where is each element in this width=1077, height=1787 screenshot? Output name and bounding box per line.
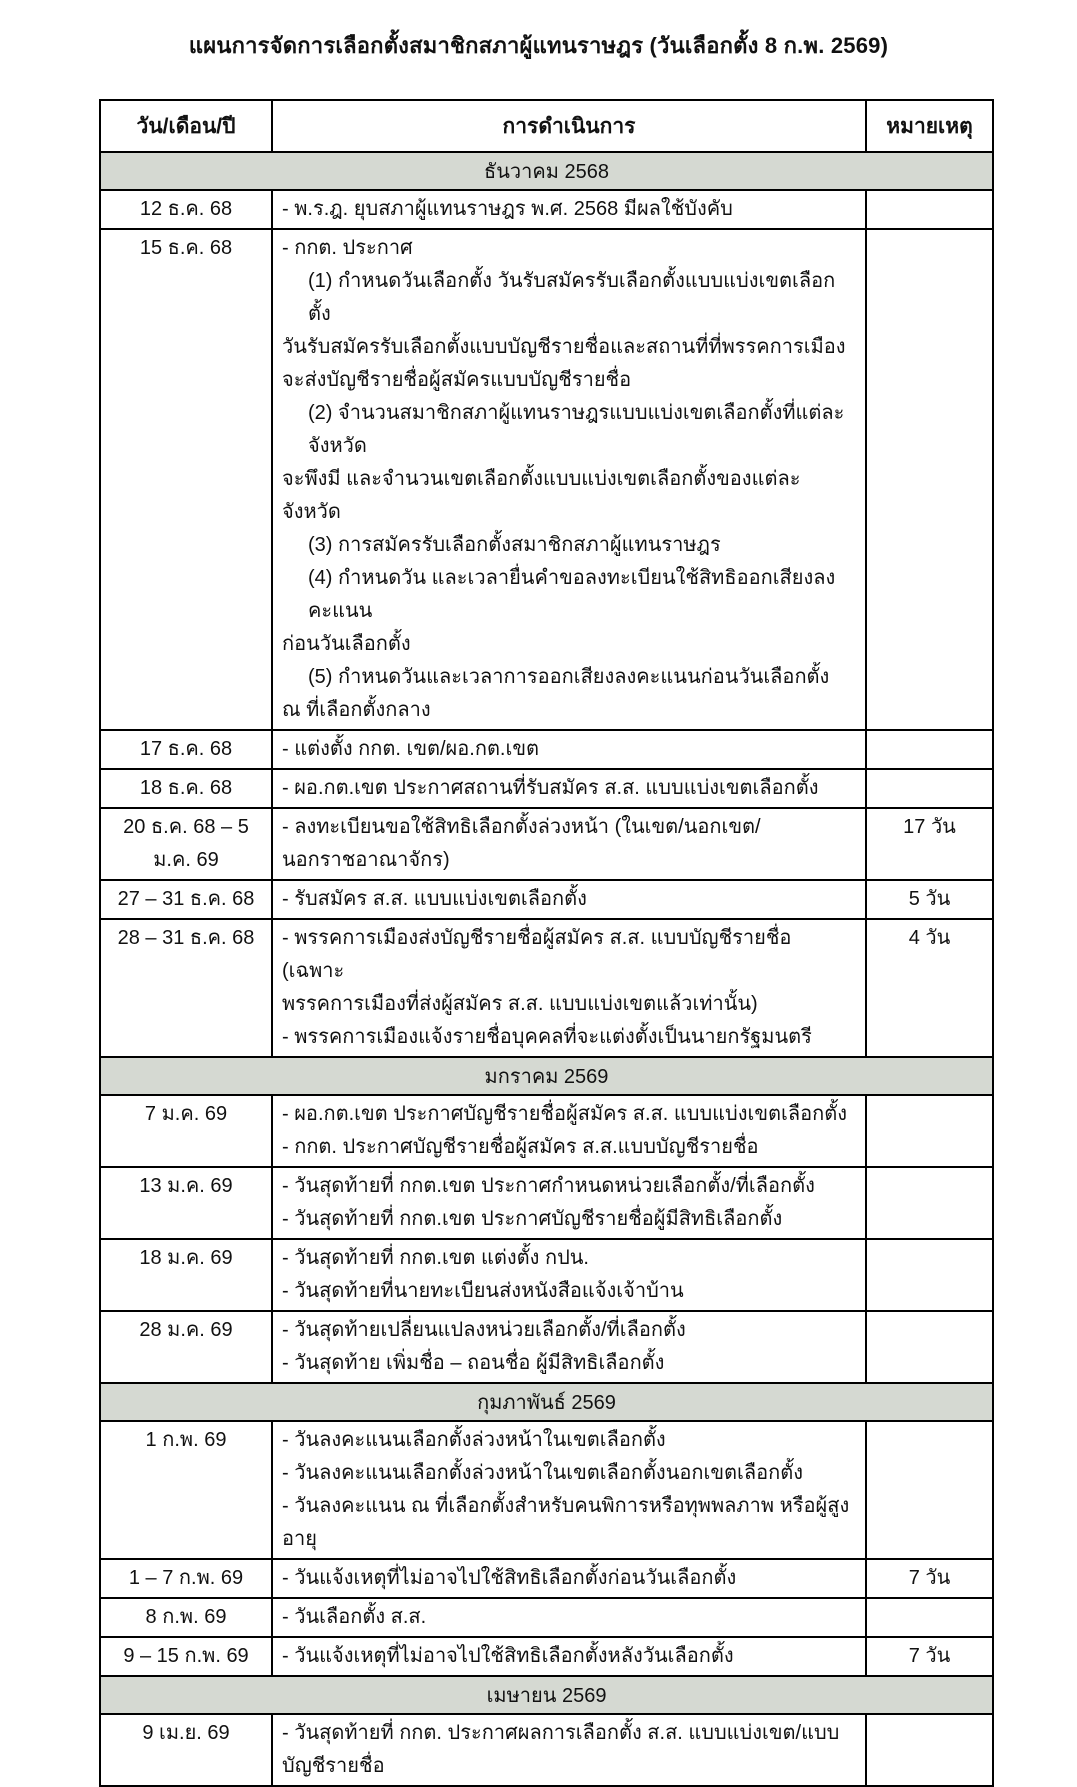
section-header-label: เมษายน 2569 xyxy=(100,1676,993,1714)
table-row xyxy=(100,808,993,880)
action-line: - ผอ.กต.เขต ประกาศสถานที่รับสมัคร ส.ส. แบบแบ่งเขตเลือกตั้ง xyxy=(282,777,819,799)
note-cell xyxy=(866,1598,993,1637)
header-date: วัน/เดือน/ปี xyxy=(100,100,272,152)
note-cell xyxy=(866,1311,993,1383)
action-line: ณ ที่เลือกตั้งกลาง xyxy=(282,699,431,721)
action-line: นอกราชอาณาจักร) xyxy=(282,849,450,871)
table-row xyxy=(100,1598,993,1637)
actions-cell xyxy=(272,880,866,919)
note-cell: 4 วัน xyxy=(866,919,993,1057)
note-cell: 17 วัน xyxy=(866,808,993,880)
actions-cell xyxy=(272,1714,866,1786)
action-line: - วันแจ้งเหตุที่ไม่อาจไปใช้สิทธิเลือกตั้งก่อนวันเลือกตั้ง xyxy=(282,1567,737,1589)
date-cell: 9 เม.ย. 69 xyxy=(100,1714,272,1786)
date-cell: 18 ม.ค. 69 xyxy=(100,1239,272,1311)
action-line: (2) จำนวนสมาชิกสภาผู้แทนราษฎรแบบแบ่งเขตเลือกตั้งที่แต่ละจังหวัด xyxy=(308,402,845,457)
action-line: - รับสมัคร ส.ส. แบบแบ่งเขตเลือกตั้ง xyxy=(282,888,587,910)
table-row xyxy=(100,1559,993,1598)
actions-cell xyxy=(272,1598,866,1637)
section-header-row xyxy=(100,1383,993,1421)
table-row xyxy=(100,1637,993,1676)
table-row xyxy=(100,1095,993,1167)
action-line: (4) กำหนดวัน และเวลายื่นคำขอลงทะเบียนใช้สิทธิออกเสียงลงคะแนน xyxy=(308,567,836,622)
action-line: จะส่งบัญชีรายชื่อผู้สมัครแบบบัญชีรายชื่อ xyxy=(282,369,632,391)
actions-cell xyxy=(272,229,866,730)
note-cell xyxy=(866,1239,993,1311)
actions-cell xyxy=(272,730,866,769)
actions-cell xyxy=(272,1311,866,1383)
action-line: วันรับสมัครรับเลือกตั้งแบบบัญชีรายชื่อและสถานที่ที่พรรคการเมือง xyxy=(282,336,846,358)
actions-cell xyxy=(272,1421,866,1559)
table-row xyxy=(100,880,993,919)
action-line: - กกต. ประกาศ xyxy=(282,237,413,259)
date-cell: 27 – 31 ธ.ค. 68 xyxy=(100,880,272,919)
date-cell: 28 – 31 ธ.ค. 68 xyxy=(100,919,272,1057)
table-row xyxy=(100,1239,993,1311)
note-cell: 7 วัน xyxy=(866,1559,993,1598)
date-cell: 9 – 15 ก.พ. 69 xyxy=(100,1637,272,1676)
table-row xyxy=(100,730,993,769)
action-line: (1) กำหนดวันเลือกตั้ง วันรับสมัครรับเลือกตั้งแบบแบ่งเขตเลือกตั้ง xyxy=(308,270,836,325)
action-line: - วันสุดท้ายที่ กกต. ประกาศผลการเลือกตั้ง ส.ส. แบบแบ่งเขต/แบบบัญชีรายชื่อ xyxy=(282,1722,840,1777)
note-cell: 7 วัน xyxy=(866,1637,993,1676)
section-header-row xyxy=(100,1676,993,1714)
table-row xyxy=(100,229,993,730)
action-line: - วันเลือกตั้ง ส.ส. xyxy=(282,1606,427,1628)
date-cell: 1 ก.พ. 69 xyxy=(100,1421,272,1559)
action-line: - วันสุดท้ายเปลี่ยนแปลงหน่วยเลือกตั้ง/ที่เลือกตั้ง xyxy=(282,1319,686,1341)
actions-cell xyxy=(272,808,866,880)
action-line: - วันลงคะแนนเลือกตั้งล่วงหน้าในเขตเลือกตั้ง xyxy=(282,1429,666,1451)
header-note: หมายเหตุ xyxy=(866,100,993,152)
action-line: - วันแจ้งเหตุที่ไม่อาจไปใช้สิทธิเลือกตั้งหลังวันเลือกตั้ง xyxy=(282,1645,734,1667)
action-line: (3) การสมัครรับเลือกตั้งสมาชิกสภาผู้แทนราษฎร xyxy=(308,534,721,556)
table-row xyxy=(100,1311,993,1383)
action-line: - พรรคการเมืองแจ้งรายชื่อบุคคลที่จะแต่งตั้งเป็นนายกรัฐมนตรี xyxy=(282,1026,812,1048)
actions-cell xyxy=(272,919,866,1057)
table-row xyxy=(100,190,993,229)
section-header-label: มกราคม 2569 xyxy=(100,1057,993,1095)
note-cell xyxy=(866,229,993,730)
table-row xyxy=(100,1421,993,1559)
action-line: พรรคการเมืองที่ส่งผู้สมัคร ส.ส. แบบแบ่งเขตแล้วเท่านั้น) xyxy=(282,993,758,1015)
actions-cell xyxy=(272,769,866,808)
election-schedule-table xyxy=(99,99,994,1787)
note-cell xyxy=(866,730,993,769)
action-line: - พรรคการเมืองส่งบัญชีรายชื่อผู้สมัคร ส.ส. แบบบัญชีรายชื่อ (เฉพาะ xyxy=(282,927,792,982)
section-header-label: กุมภาพันธ์ 2569 xyxy=(100,1383,993,1421)
action-line: - วันลงคะแนนเลือกตั้งล่วงหน้าในเขตเลือกตั้งนอกเขตเลือกตั้ง xyxy=(282,1462,803,1484)
section-header-label: ธันวาคม 2568 xyxy=(100,152,993,190)
table-row xyxy=(100,919,993,1057)
date-cell: 12 ธ.ค. 68 xyxy=(100,190,272,229)
actions-cell xyxy=(272,190,866,229)
date-cell: 18 ธ.ค. 68 xyxy=(100,769,272,808)
date-cell: 20 ธ.ค. 68 – 5 ม.ค. 69 xyxy=(100,808,272,880)
header-action: การดำเนินการ xyxy=(272,100,866,152)
date-cell: 1 – 7 ก.พ. 69 xyxy=(100,1559,272,1598)
date-cell: 8 ก.พ. 69 xyxy=(100,1598,272,1637)
action-line: ก่อนวันเลือกตั้ง xyxy=(282,633,411,655)
action-line: - ลงทะเบียนขอใช้สิทธิเลือกตั้งล่วงหน้า (ในเขต/นอกเขต/ xyxy=(282,816,761,838)
note-cell xyxy=(866,1167,993,1239)
section-header-row xyxy=(100,1057,993,1095)
action-line: - วันลงคะแนน ณ ที่เลือกตั้งสำหรับคนพิการหรือทุพพลภาพ หรือผู้สูงอายุ xyxy=(282,1495,850,1550)
action-line: - ผอ.กต.เขต ประกาศบัญชีรายชื่อผู้สมัคร ส.ส. แบบแบ่งเขตเลือกตั้ง xyxy=(282,1103,847,1125)
action-line: - วันสุดท้ายที่นายทะเบียนส่งหนังสือแจ้งเจ้าบ้าน xyxy=(282,1280,684,1302)
section-header-row xyxy=(100,152,993,190)
action-line: - แต่งตั้ง กกต. เขต/ผอ.กต.เขต xyxy=(282,738,539,760)
table-row xyxy=(100,769,993,808)
table-header-row xyxy=(100,100,993,152)
date-cell: 15 ธ.ค. 68 xyxy=(100,229,272,730)
page-title: แผนการจัดการเลือกตั้งสมาชิกสภาผู้แทนราษฎร (วันเลือกตั้ง 8 ก.พ. 2569) xyxy=(188,33,889,58)
action-line: - วันสุดท้าย เพิ่มชื่อ – ถอนชื่อ ผู้มีสิทธิเลือกตั้ง xyxy=(282,1352,665,1374)
table-body xyxy=(100,152,993,1786)
date-cell: 7 ม.ค. 69 xyxy=(100,1095,272,1167)
action-line: (5) กำหนดวันและเวลาการออกเสียงลงคะแนนก่อนวันเลือกตั้ง xyxy=(308,666,830,688)
action-line: จะพึงมี และจำนวนเขตเลือกตั้งแบบแบ่งเขตเลือกตั้งของแต่ละจังหวัด xyxy=(282,468,801,523)
actions-cell xyxy=(272,1095,866,1167)
action-line: - วันสุดท้ายที่ กกต.เขต แต่งตั้ง กปน. xyxy=(282,1247,589,1269)
note-cell: 5 วัน xyxy=(866,880,993,919)
note-cell xyxy=(866,769,993,808)
actions-cell xyxy=(272,1239,866,1311)
note-cell xyxy=(866,1095,993,1167)
actions-cell xyxy=(272,1559,866,1598)
table-row xyxy=(100,1167,993,1239)
actions-cell xyxy=(272,1167,866,1239)
action-line: - กกต. ประกาศบัญชีรายชื่อผู้สมัคร ส.ส.แบบบัญชีรายชื่อ xyxy=(282,1136,759,1158)
note-cell xyxy=(866,1714,993,1786)
note-cell xyxy=(866,1421,993,1559)
action-line: - วันสุดท้ายที่ กกต.เขต ประกาศกำหนดหน่วยเลือกตั้ง/ที่เลือกตั้ง xyxy=(282,1175,815,1197)
date-cell: 13 ม.ค. 69 xyxy=(100,1167,272,1239)
date-cell: 28 ม.ค. 69 xyxy=(100,1311,272,1383)
action-line: - วันสุดท้ายที่ กกต.เขต ประกาศบัญชีรายชื่อผู้มีสิทธิเลือกตั้ง xyxy=(282,1208,783,1230)
table-row xyxy=(100,1714,993,1786)
note-cell xyxy=(866,190,993,229)
date-cell: 17 ธ.ค. 68 xyxy=(100,730,272,769)
actions-cell xyxy=(272,1637,866,1676)
action-line: - พ.ร.ฎ. ยุบสภาผู้แทนราษฎร พ.ศ. 2568 มีผลใช้บังคับ xyxy=(282,198,733,220)
